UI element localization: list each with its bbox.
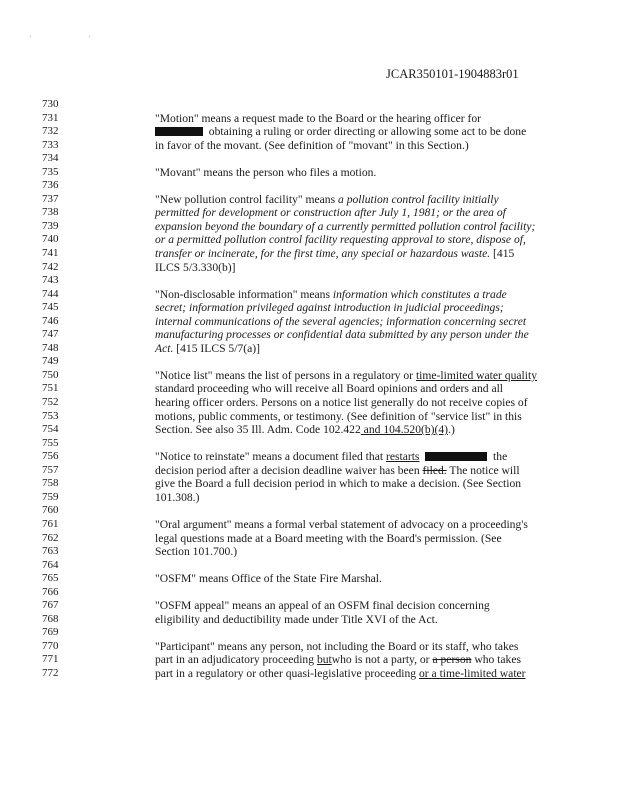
text-line: part in a regulatory or other quasi-legislative proceeding or a time-limited water bbox=[155, 666, 526, 680]
text-line: internal communications of the several agencies; information concerning secret bbox=[155, 314, 527, 328]
line-number: 746 bbox=[42, 314, 59, 327]
text-line: hearing officer orders. Persons on a notice list generally do not receive copies of bbox=[155, 396, 528, 410]
text-line: 101.308.) bbox=[155, 490, 200, 504]
text-line: "OSFM" means Office of the State Fire Marshal. bbox=[155, 572, 382, 586]
definition-motion bbox=[155, 112, 547, 153]
text-line: motions, public comments, or testimony. (See definition of "service list" in this bbox=[155, 409, 522, 423]
line-number: 768 bbox=[42, 612, 59, 625]
definition-osfm bbox=[155, 572, 547, 586]
definition-oral-argument bbox=[155, 518, 547, 559]
text-line: transfer or incinerate, for the first time, any special or hazardous waste. [415 bbox=[155, 247, 515, 261]
document-id: JCAR350101-1904883r01 bbox=[386, 67, 519, 81]
text-line: Act. [415 ILCS 5/7(a)] bbox=[155, 341, 260, 355]
definition-movant bbox=[155, 166, 547, 180]
text-line: "Non-disclosable information" means information which constitutes a trade bbox=[155, 287, 507, 301]
line-number: 731 bbox=[42, 111, 59, 124]
line-number: 734 bbox=[42, 152, 59, 165]
text-line: "Motion" means a request made to the Board or the hearing officer for bbox=[155, 111, 482, 125]
line-number: 757 bbox=[42, 463, 59, 476]
text-line: expansion beyond the boundary of a currently permitted pollution control facility; bbox=[155, 219, 536, 233]
line-number: 761 bbox=[42, 517, 59, 530]
definition-participant bbox=[155, 640, 547, 681]
line-number: 730 bbox=[42, 98, 59, 110]
line-number: 765 bbox=[42, 572, 59, 585]
line-number: 771 bbox=[42, 653, 59, 666]
line-number: 762 bbox=[42, 531, 59, 544]
text-line: secret; information privileged against introduction in judicial proceedings; bbox=[155, 301, 504, 315]
line-number: 759 bbox=[42, 490, 59, 503]
line-number: 760 bbox=[42, 504, 59, 517]
line-number: 740 bbox=[42, 233, 59, 246]
line-number: 735 bbox=[42, 165, 59, 178]
text-line: or a permitted pollution control facility requesting approval to store, dispose of, bbox=[155, 233, 526, 247]
text-line: permitted for development or construction after July 1, 1981; or the area of bbox=[155, 206, 506, 220]
line-number: 767 bbox=[42, 599, 59, 612]
text-line: "OSFM appeal" means an appeal of an OSFM final decision concerning bbox=[155, 599, 490, 613]
line-number: 745 bbox=[42, 301, 59, 314]
text-line: "Participant" means any person, not including the Board or its staff, who takes bbox=[155, 639, 519, 653]
line-number-column bbox=[42, 98, 72, 681]
text-line: give the Board a full decision period in which to make a decision. (See Section bbox=[155, 477, 522, 491]
line-number: 756 bbox=[42, 450, 59, 463]
line-number: 754 bbox=[42, 423, 59, 436]
line-number: 736 bbox=[42, 179, 59, 192]
text-line: decision period after a decision deadline waiver has been filed. The notice will bbox=[155, 463, 520, 477]
line-number: 766 bbox=[42, 585, 59, 598]
definition-notice-list bbox=[155, 369, 547, 437]
text-line: "Movant" means the person who files a motion. bbox=[155, 165, 377, 179]
text-line: "Notice list" means the list of persons in a regulatory or time-limited water quality bbox=[155, 368, 537, 382]
line-number: 751 bbox=[42, 382, 59, 395]
definitions-body bbox=[155, 98, 547, 681]
line-number: 744 bbox=[42, 287, 59, 300]
line-number: 749 bbox=[42, 355, 59, 368]
line-number: 741 bbox=[42, 247, 59, 260]
scan-specks: ' ' bbox=[30, 36, 118, 42]
text-line: part in an adjudicatory proceeding butwho is not a party, or a person who takes bbox=[155, 653, 522, 667]
line-number: 739 bbox=[42, 219, 59, 232]
text-line: ILCS 5/3.330(b)] bbox=[155, 260, 236, 274]
line-number: 772 bbox=[42, 666, 59, 679]
text-line: standard proceeding who will receive all Board opinions and orders and all bbox=[155, 382, 504, 396]
text-line: manufacturing processes or confidential data submitted by any person under the bbox=[155, 328, 529, 342]
line-number: 733 bbox=[42, 138, 59, 151]
line-number: 747 bbox=[42, 328, 59, 341]
line-number: 769 bbox=[42, 626, 59, 639]
line-number: 764 bbox=[42, 558, 59, 571]
line-number: 748 bbox=[42, 341, 59, 354]
text-line: in favor of the movant. (See definition of "movant" in this Section.) bbox=[155, 138, 469, 152]
definition-non-disclosable-information bbox=[155, 288, 547, 356]
text-line: Section. See also 35 Ill. Adm. Code 102.422 and 104.520(b)(4).) bbox=[155, 423, 455, 437]
redaction-mark bbox=[155, 127, 203, 136]
line-number: 742 bbox=[42, 260, 59, 273]
line-number: 743 bbox=[42, 274, 59, 287]
line-number: 750 bbox=[42, 368, 59, 381]
definition-notice-to-reinstate bbox=[155, 450, 547, 504]
redaction-mark bbox=[425, 452, 487, 461]
line-number: 770 bbox=[42, 639, 59, 652]
line-number: 753 bbox=[42, 409, 59, 422]
text-line: obtaining a ruling or order directing or allowing some act to be done bbox=[155, 125, 547, 139]
text-line: "New pollution control facility" means a pollution control facility initially bbox=[155, 192, 499, 206]
line-number: 755 bbox=[42, 436, 59, 449]
definition-new-pollution-control-facility bbox=[155, 193, 547, 274]
line-number: 732 bbox=[42, 125, 59, 138]
line-number: 758 bbox=[42, 477, 59, 490]
text-line: "Notice to reinstate" means a document filed that restarts the bbox=[155, 450, 508, 464]
text-line: eligibility and deductibility made under Title XVI of the Act. bbox=[155, 612, 438, 626]
line-number: 752 bbox=[42, 396, 59, 409]
definition-osfm-appeal bbox=[155, 599, 547, 626]
line-number: 737 bbox=[42, 192, 59, 205]
text-line: "Oral argument" means a formal verbal statement of advocacy on a proceeding's bbox=[155, 517, 528, 531]
line-number: 763 bbox=[42, 545, 59, 558]
text-line: legal questions made at a Board meeting with the Board's permission. (See bbox=[155, 531, 502, 545]
line-number: 738 bbox=[42, 206, 59, 219]
text-line: Section 101.700.) bbox=[155, 545, 238, 559]
